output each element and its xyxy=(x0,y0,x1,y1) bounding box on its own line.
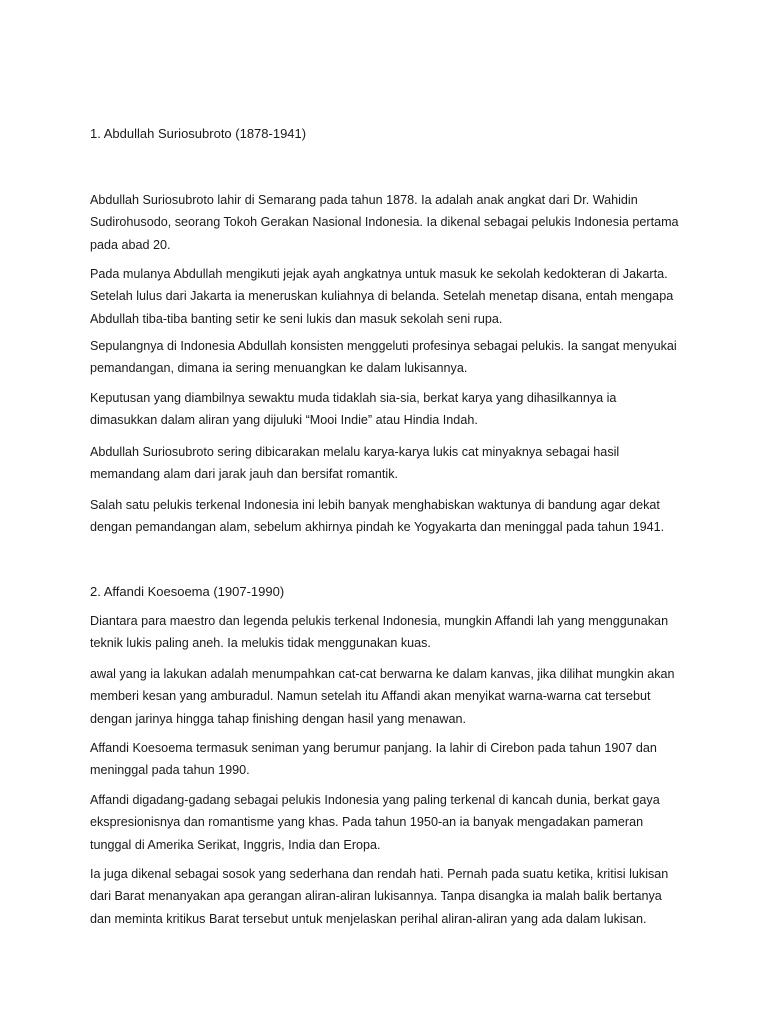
text-line: Affandi digadang-gadang sebagai pelukis Indonesia yang paling terkenal di kancah dunia, berkat gaya xyxy=(90,793,660,807)
text-line: dari Barat menanyakan apa gerangan aliran-aliran lukisannya. Tanpa disangka ia malah balik bertanya xyxy=(90,889,662,904)
text-line: Abdullah tiba-tiba banting setir ke seni lukis dan masuk sekolah seni rupa. xyxy=(90,311,503,326)
text-line: Keputusan yang diambilnya sewaktu muda tidaklah sia-sia, berkat karya yang dihasilkannya ia xyxy=(90,391,617,405)
text-line: Setelah lulus dari Jakarta ia meneruskan kuliahnya di belanda. Setelah menetap disana, entah mengapa xyxy=(90,289,674,304)
paragraph xyxy=(90,789,680,856)
text-line: pada abad 20. xyxy=(90,237,171,252)
text-line: pemandangan, dimana ia sering menuangkan ke dalam lukisannya. xyxy=(90,361,468,376)
text-line: Sepulangnya di Indonesia Abdullah konsisten menggeluti profesinya sebagai pelukis. Ia sangat menyukai xyxy=(90,339,677,353)
text-line: Diantara para maestro dan legenda pelukis terkenal Indonesia, mungkin Affandi lah yang menggunakan xyxy=(90,614,669,628)
text-line: dan meminta kritikus Barat tersebut untuk menjelaskan perihal aliran-aliran yang ada dalam lukisan. xyxy=(90,911,647,926)
section-heading: 2. Affandi Koesoema (1907-1990) xyxy=(90,584,285,599)
text-line: Abdullah Suriosubroto lahir di Semarang pada tahun 1878. Ia adalah anak angkat dari Dr. Wahidin xyxy=(90,193,638,207)
paragraph xyxy=(90,610,680,655)
text-line: Ia juga dikenal sebagai sosok yang sederhana dan rendah hati. Pernah pada suatu ketika, kritisi lukisan xyxy=(90,867,669,881)
section-heading: 1. Abdullah Suriosubroto (1878-1941) xyxy=(90,126,307,141)
text-line: Pada mulanya Abdullah mengikuti jejak ayah angkatnya untuk masuk ke sekolah kedokteran di Jakarta. xyxy=(90,267,668,281)
text-line: meninggal pada tahun 1990. xyxy=(90,763,250,778)
paragraph xyxy=(90,494,680,539)
text-line: Abdullah Suriosubroto sering dibicarakan melalu karya-karya lukis cat minyaknya sebagai hasil xyxy=(90,445,620,459)
text-line: ekspresionisnya dan romantisme yang khas. Pada tahun 1950-an ia banyak mengadakan pameran xyxy=(90,815,644,830)
paragraph xyxy=(90,663,680,730)
text-line: tunggal di Amerika Serikat, Inggris, India dan Eropa. xyxy=(90,837,381,852)
text-line: memberi kesan yang amburadul. Namun setelah itu Affandi akan menyikat warna-warna cat tersebut xyxy=(90,689,651,704)
text-line: awal yang ia lakukan adalah menumpahkan cat-cat berwarna ke dalam kanvas, jika dilihat mungkin akan xyxy=(90,667,675,681)
paragraph xyxy=(90,189,680,256)
paragraph xyxy=(90,441,680,486)
paragraph xyxy=(90,387,680,432)
paragraph xyxy=(90,263,680,330)
text-line: Salah satu pelukis terkenal Indonesia ini lebih banyak menghabiskan waktunya di bandung agar dekat xyxy=(90,498,660,512)
text-line: dengan jarinya hingga tahap finishing dengan hasil yang menawan. xyxy=(90,711,466,726)
text-line: teknik lukis paling aneh. Ia melukis tidak menggunakan kuas. xyxy=(90,636,431,651)
paragraph xyxy=(90,335,680,380)
document-page xyxy=(90,0,690,1024)
paragraph xyxy=(90,863,680,930)
text-line: Sudirohusodo, seorang Tokoh Gerakan Nasional Indonesia. Ia dikenal sebagai pelukis Indonesia pertama xyxy=(90,215,679,230)
text-line: dimasukkan dalam aliran yang dijuluki “Mooi Indie” atau Hindia Indah. xyxy=(90,413,478,428)
text-line: Affandi Koesoema termasuk seniman yang berumur panjang. Ia lahir di Cirebon pada tahun 1907 dan xyxy=(90,741,657,755)
text-line: dengan pemandangan alam, sebelum akhirnya pindah ke Yogyakarta dan meninggal pada tahun 1941. xyxy=(90,520,665,535)
text-line: memandang alam dari jarak jauh dan bersifat romantik. xyxy=(90,467,399,482)
paragraph xyxy=(90,737,680,782)
